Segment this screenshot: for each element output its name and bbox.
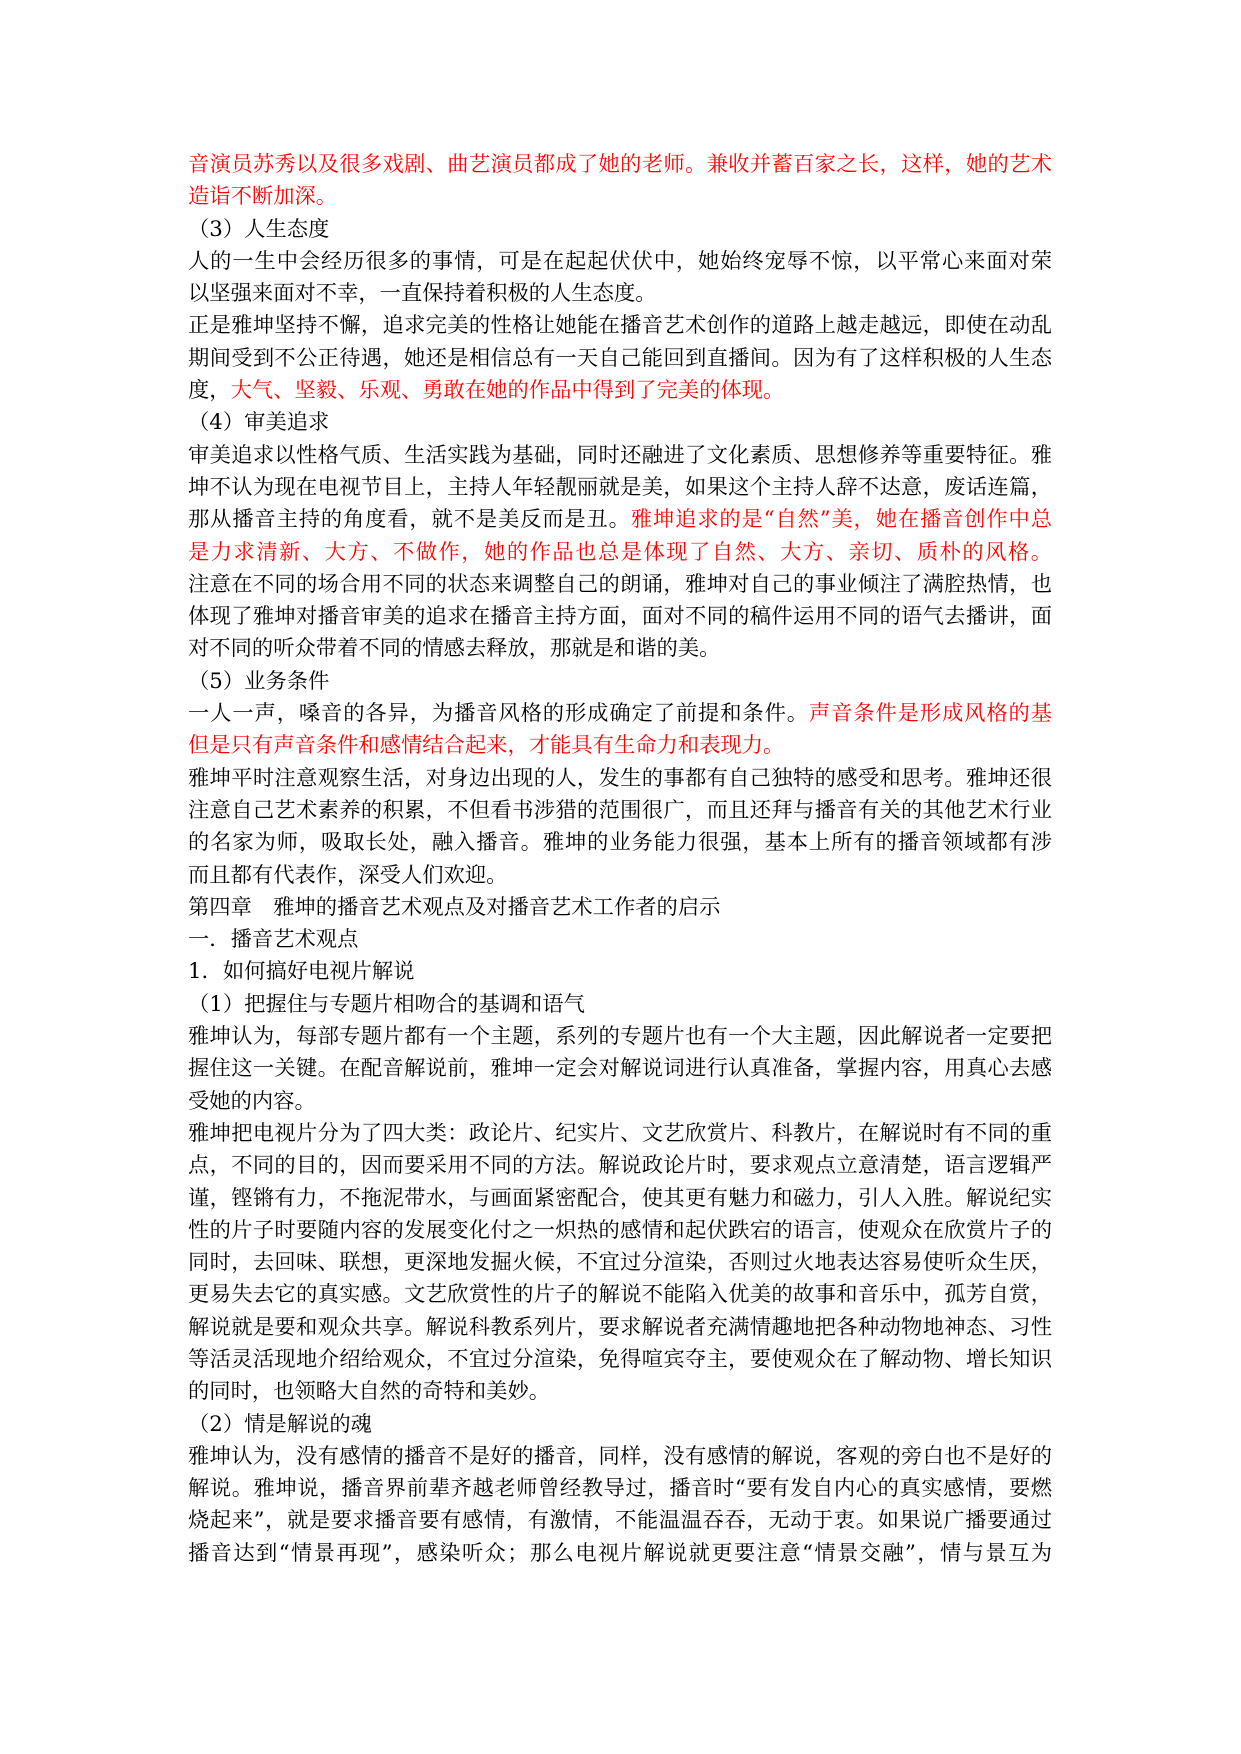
body-text: 注意在不同的场合用不同的状态来调整自己的朗诵，雅坤对自己的事业倾注了满腔热情，也 (188, 571, 1052, 597)
text-line (188, 1376, 1052, 1408)
body-text: （3）人生态度 (188, 216, 330, 242)
body-text: 同时，去回味、联想，更深地发掘火候，不宜过分渲染，否则过火地表达容易使听众生厌， (188, 1250, 1052, 1276)
body-text: 的同时，也领略大自然的奇特和美妙。 (188, 1379, 551, 1405)
body-text: 注意自己艺术素养的积累，不但看书涉猎的范围很广，而且还拜与播音有关的其他艺术行业 (188, 797, 1052, 823)
text-line (188, 569, 1052, 601)
text-line (188, 246, 1052, 278)
body-text: 解说。雅坤说，播音界前辈齐越老师曾经教导过，播音时“要有发自内心的真实感情，要燃 (188, 1476, 1052, 1502)
text-line (188, 1344, 1052, 1376)
body-text: 雅坤认为，每部专题片都有一个主题，系列的专题片也有一个大主题，因此解说者一定要把 (188, 1024, 1052, 1050)
text-line (188, 795, 1052, 827)
body-text: 体现了雅坤对播音审美的追求在播音主持方面，面对不同的稿件运用不同的语气去播讲，面 (188, 604, 1052, 630)
text-line (188, 440, 1052, 472)
body-text: 解说就是要和观众共享。解说科教系列片，要求解说者充满情趣地把各种动物地神态、习性 (188, 1314, 1052, 1340)
text-line (188, 633, 1052, 665)
body-text: 度， (188, 378, 231, 404)
text-line (188, 1215, 1052, 1247)
body-text: （4）审美追求 (188, 410, 330, 436)
body-text: 人的一生中会经历很多的事情，可是在起起伏伏中，她始终宠辱不惊，以平常心来面对荣 (188, 248, 1052, 274)
text-line (188, 1118, 1052, 1150)
body-text: 期间受到不公正待遇，她还是相信总有一天自己能回到直播间。因为有了这样积极的人生态 (188, 345, 1052, 371)
body-text: （5）业务条件 (188, 668, 330, 694)
text-line (188, 343, 1052, 375)
text-line (188, 1183, 1052, 1215)
body-text: 雅坤认为，没有感情的播音不是好的播音，同样，没有感情的解说，客观的旁白也不是好的 (188, 1443, 1052, 1469)
text-line (188, 956, 1052, 988)
text-line (188, 1538, 1052, 1570)
document-body (188, 149, 1052, 1570)
body-text: 1．如何搞好电视片解说 (188, 959, 415, 985)
text-line (188, 827, 1052, 859)
text-line (188, 407, 1052, 439)
text-line (188, 601, 1052, 633)
text-line (188, 1053, 1052, 1085)
text-line (188, 666, 1052, 698)
body-text: （1）把握住与专题片相吻合的基调和语气 (188, 991, 585, 1017)
highlighted-text: 是力求清新、大方、不做作，她的作品也总是体现了自然、大方、亲切、质朴的风格。 (188, 539, 1052, 565)
body-text: 谨，铿锵有力，不拖泥带水，与画面紧密配合，使其更有魅力和磁力，引人入胜。解说纪实 (188, 1185, 1052, 1211)
body-text: 坤不认为现在电视节目上，主持人年轻靓丽就是美，如果这个主持人辞不达意，废话连篇， (188, 474, 1052, 500)
highlighted-text: 声音条件是形成风格的基 (808, 701, 1052, 727)
body-text: 等活灵活现地介绍给观众，不宜过分渲染，免得喧宾夺主，要使观众在了解动物、增长知识 (188, 1346, 1052, 1372)
text-line (188, 149, 1052, 181)
text-line (188, 1312, 1052, 1344)
text-line (188, 1473, 1052, 1505)
body-text: 的名家为师，吸取长处，融入播音。雅坤的业务能力很强，基本上所有的播音领域都有涉 (188, 830, 1052, 856)
body-text: 握住这一关键。在配音解说前，雅坤一定会对解说词进行认真准备，掌握内容，用真心去感 (188, 1056, 1052, 1082)
body-text: 正是雅坤坚持不懈，追求完美的性格让她能在播音艺术创作的道路上越走越远，即使在动乱 (188, 313, 1052, 339)
text-line (188, 214, 1052, 246)
text-line (188, 1150, 1052, 1182)
text-line (188, 375, 1052, 407)
text-line (188, 698, 1052, 730)
body-text: 更易失去它的真实感。文艺欣赏性的片子的解说不能陷入优美的故事和音乐中，孤芳自赏， (188, 1282, 1052, 1308)
text-line (188, 1441, 1052, 1473)
highlighted-text: 但是只有声音条件和感情结合起来，才能具有生命力和表现力。 (188, 733, 785, 759)
highlighted-text: 造诣不断加深。 (188, 184, 338, 210)
text-line (188, 310, 1052, 342)
text-line (188, 1279, 1052, 1311)
text-line (188, 1247, 1052, 1279)
body-text: 一人一声，嗓音的各异，为播音风格的形成确定了前提和条件。 (188, 701, 809, 727)
body-text: （2）情是解说的魂 (188, 1411, 372, 1437)
highlighted-text: 音演员苏秀以及很多戏剧、曲艺演员都成了她的老师。兼收并蓄百家之长，这样，她的艺术 (188, 152, 1052, 177)
body-text: 对不同的听众带着不同的情感去释放，那就是和谐的美。 (188, 636, 721, 662)
text-line (188, 860, 1052, 892)
text-line (188, 763, 1052, 795)
body-text: 第四章 雅坤的播音艺术观点及对播音艺术工作者的启示 (188, 894, 721, 920)
body-text: 点，不同的目的，因而要采用不同的方法。解说政论片时，要求观点立意清楚，语言逻辑严 (188, 1153, 1052, 1179)
text-line (188, 989, 1052, 1021)
body-text: 雅坤平时注意观察生活，对身边出现的人，发生的事都有自己独特的感受和思考。雅坤还很 (188, 765, 1052, 791)
body-text: 烧起来”，就是要求播音要有感情，有激情，不能温温吞吞，无动于衷。如果说广播要通过 (188, 1508, 1052, 1534)
text-line (188, 472, 1052, 504)
text-line (188, 1505, 1052, 1537)
text-line (188, 892, 1052, 924)
text-line (188, 924, 1052, 956)
body-text: 播音达到“情景再现”，感染听众；那么电视片解说就更要注意“情景交融”，情与景互为 (188, 1540, 1052, 1566)
body-text: 一．播音艺术观点 (188, 927, 359, 953)
text-line (188, 181, 1052, 213)
body-text: 那从播音主持的角度看，就不是美反而是丑。 (188, 507, 631, 533)
body-text: 性的片子时要随内容的发展变化付之一炽热的感情和起伏跌宕的语言，使观众在欣赏片子的 (188, 1217, 1052, 1243)
body-text: 受她的内容。 (188, 1088, 316, 1114)
text-line (188, 1409, 1052, 1441)
highlighted-text: 大气、坚毅、乐观、勇敢在她的作品中得到了完美的体现。 (230, 378, 785, 404)
body-text: 以坚强来面对不幸，一直保持着积极的人生态度。 (188, 281, 657, 307)
body-text: 而且都有代表作，深受人们欢迎。 (188, 862, 508, 888)
body-text: 雅坤把电视片分为了四大类：政论片、纪实片、文艺欣赏片、科教片，在解说时有不同的重 (188, 1120, 1052, 1146)
text-line (188, 504, 1052, 536)
text-line (188, 278, 1052, 310)
text-line (188, 730, 1052, 762)
text-line (188, 1021, 1052, 1053)
text-line (188, 1086, 1052, 1118)
body-text: 审美追求以性格气质、生活实践为基础，同时还融进了文化素质、思想修养等重要特征。雅 (188, 442, 1052, 468)
highlighted-text: 雅坤追求的是“自然”美，她在播音创作中总 (630, 507, 1052, 533)
text-line (188, 537, 1052, 569)
